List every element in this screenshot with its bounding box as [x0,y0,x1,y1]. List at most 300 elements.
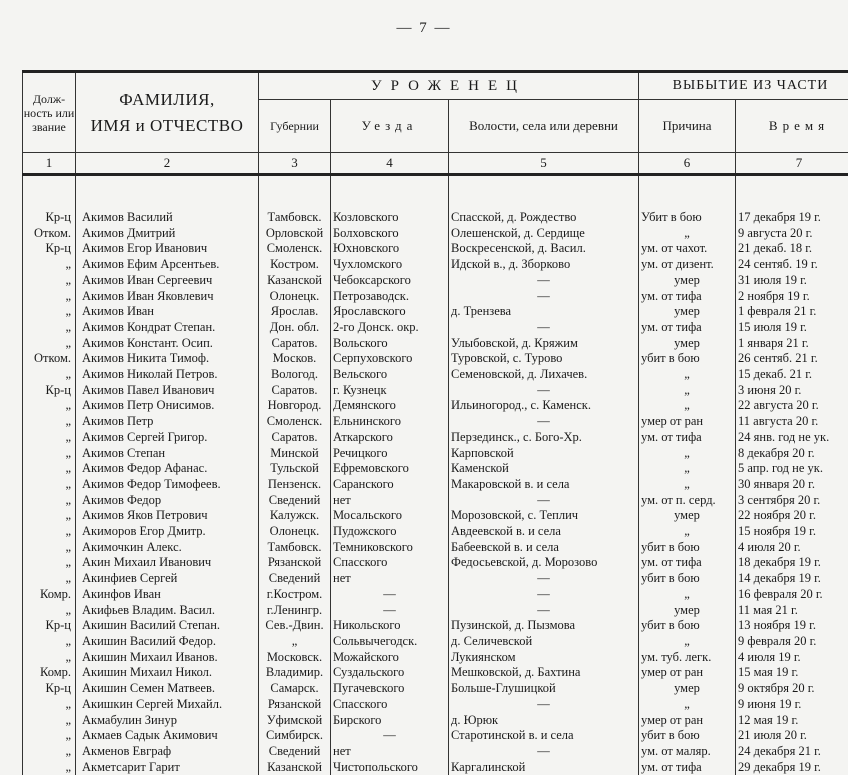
table-body [23,175,848,775]
rank-cell: „ [23,289,76,305]
date-cell: 24 сентяб. 19 г. [736,257,848,273]
province-cell: Пензенск. [259,477,331,493]
province-cell: Тамбовск. [259,540,331,556]
header-province: Губернии [259,100,331,153]
province-cell: Смоленск. [259,414,331,430]
province-cell: Олонецк. [259,524,331,540]
date-cell: 16 февраля 20 г. [736,587,848,603]
header-rank: Долж-ность или звание [23,72,76,153]
village-cell: Федосьевской, д. Морозово [449,555,639,571]
district-cell: Юхновского [331,241,449,257]
province-cell: Калужск. [259,508,331,524]
column-number: 3 [259,153,331,175]
name-cell: Акметсарит Гарит [76,760,259,775]
village-cell: — [449,571,639,587]
district-cell: Ефремовского [331,461,449,477]
cause-cell: ум. от п. серд. [639,493,736,509]
name-cell: Акишин Василий Степан. [76,618,259,634]
table-row [23,210,848,226]
province-cell: г.Ленингр. [259,603,331,619]
district-cell: Чистопольского [331,760,449,775]
name-cell: Акимов Иван [76,304,259,320]
cause-cell: „ [639,634,736,650]
province-cell: Саратов. [259,383,331,399]
village-cell: Каргалинской [449,760,639,775]
village-cell: Перзединск., с. Бого-Хр. [449,430,639,446]
name-cell: Акмаев Садык Акимович [76,728,259,744]
district-cell: Серпуховского [331,351,449,367]
name-cell: Акменов Евграф [76,744,259,760]
date-cell: 15 июля 19 г. [736,320,848,336]
cause-cell: Убит в бою [639,210,736,226]
name-cell: Акимочкин Алекс. [76,540,259,556]
district-cell: Сольвычегодск. [331,634,449,650]
village-cell: Улыбовской, д. Кряжим [449,336,639,352]
cause-cell: умер от ран [639,713,736,729]
table-row [23,461,848,477]
rank-cell: „ [23,697,76,713]
cause-cell: ум. от тифа [639,760,736,775]
village-cell: Авдеевской в. и села [449,524,639,540]
district-cell: Саранского [331,477,449,493]
rank-cell: Кр-ц [23,681,76,697]
cause-cell: умер [639,273,736,289]
name-cell: Акимов Сергей Григор. [76,430,259,446]
village-cell: — [449,320,639,336]
table-row [23,587,848,603]
district-cell: Можайского [331,650,449,666]
cause-cell: умер [639,603,736,619]
province-cell: Костром. [259,257,331,273]
cause-cell: умер от ран [639,665,736,681]
date-cell: 1 февраля 21 г. [736,304,848,320]
village-cell: Бабеевской в. и села [449,540,639,556]
rank-cell: „ [23,336,76,352]
date-cell: 4 июля 20 г. [736,540,848,556]
district-cell: Темниковского [331,540,449,556]
date-cell: 9 июня 19 г. [736,697,848,713]
date-cell: 31 июля 19 г. [736,273,848,289]
name-cell: Акиморов Егор Дмитр. [76,524,259,540]
cause-cell: умер [639,304,736,320]
province-cell: г.Костром. [259,587,331,603]
date-cell: 9 октября 20 г. [736,681,848,697]
province-cell: Саратов. [259,336,331,352]
district-cell: Мосальского [331,508,449,524]
date-cell: 26 сентяб. 21 г. [736,351,848,367]
cause-cell: „ [639,587,736,603]
name-cell: Акинфов Иван [76,587,259,603]
name-cell: Акимов Федор Тимофеев. [76,477,259,493]
table-row [23,555,848,571]
province-cell: Ярослав. [259,304,331,320]
column-number: 6 [639,153,736,175]
rank-cell: „ [23,320,76,336]
district-cell: Чебоксарского [331,273,449,289]
province-cell: Уфимской [259,713,331,729]
province-cell: Тульской [259,461,331,477]
date-cell: 4 июля 19 г. [736,650,848,666]
name-cell: Акимов Яков Петрович [76,508,259,524]
cause-cell: ум. от дизент. [639,257,736,273]
cause-cell: ум. от тифа [639,430,736,446]
cause-cell: „ [639,226,736,242]
name-cell: Акин Михаил Иванович [76,555,259,571]
name-cell: Акимов Петр Онисимов. [76,398,259,414]
rank-cell: „ [23,493,76,509]
cause-cell: „ [639,461,736,477]
table-row [23,398,848,414]
province-cell: Вологод. [259,367,331,383]
rank-cell: „ [23,555,76,571]
name-cell: Акимов Степан [76,446,259,462]
rank-cell: „ [23,398,76,414]
province-cell: Сведений [259,493,331,509]
cause-cell: ум. от тифа [639,289,736,305]
rank-cell: Комр. [23,587,76,603]
name-cell: Акимов Павел Иванович [76,383,259,399]
village-cell: д. Селичевской [449,634,639,650]
column-number: 5 [449,153,639,175]
rank-cell: Кр-ц [23,210,76,226]
village-cell: Морозовской, с. Теплич [449,508,639,524]
date-cell: 11 мая 21 г. [736,603,848,619]
table-row [23,744,848,760]
table-row [23,273,848,289]
cause-cell: умер [639,336,736,352]
name-cell: Акимов Егор Иванович [76,241,259,257]
name-cell: Акимов Дмитрий [76,226,259,242]
name-cell: Акимов Ефим Арсентьев. [76,257,259,273]
table-row [23,226,848,242]
district-cell: Никольского [331,618,449,634]
rank-cell: „ [23,728,76,744]
date-cell: 24 декабря 21 г. [736,744,848,760]
date-cell: 9 февраля 20 г. [736,634,848,650]
date-cell: 17 декабря 19 г. [736,210,848,226]
province-cell: Владимир. [259,665,331,681]
table-row [23,524,848,540]
header-surname: ФАМИЛИЯ, [76,87,258,113]
rank-cell: Отком. [23,351,76,367]
district-cell: Спасского [331,697,449,713]
name-cell: Акишин Михаил Никол. [76,665,259,681]
village-cell: д. Трензева [449,304,639,320]
date-cell: 14 декабря 19 г. [736,571,848,587]
rank-cell: „ [23,257,76,273]
table-row [23,304,848,320]
cause-cell: ум. от тифа [639,320,736,336]
name-cell: Акишин Михаил Иванов. [76,650,259,666]
rank-cell: „ [23,273,76,289]
name-cell: Акимов Николай Петров. [76,367,259,383]
province-cell: Орловской [259,226,331,242]
table-row [23,634,848,650]
name-cell: Акимов Никита Тимоф. [76,351,259,367]
district-cell: Спасского [331,555,449,571]
rank-cell: „ [23,414,76,430]
table-row [23,289,848,305]
table-row [23,508,848,524]
cause-cell: „ [639,383,736,399]
district-cell: Болховского [331,226,449,242]
cause-cell: „ [639,524,736,540]
village-cell: — [449,493,639,509]
cause-cell: умер [639,508,736,524]
name-cell: Акинфиев Сергей [76,571,259,587]
column-number: 1 [23,153,76,175]
table-row [23,571,848,587]
table-row [23,665,848,681]
name-cell: Акимов Федор [76,493,259,509]
district-cell: — [331,603,449,619]
province-cell: Симбирск. [259,728,331,744]
rank-cell: „ [23,603,76,619]
village-cell: — [449,414,639,430]
rank-cell: „ [23,461,76,477]
table-row [23,540,848,556]
column-number: 4 [331,153,449,175]
district-cell: Ельнинского [331,414,449,430]
village-cell: Больше-Глушицкой [449,681,639,697]
village-cell: Семеновской, д. Лихачев. [449,367,639,383]
date-cell: 24 янв. год не ук. [736,430,848,446]
name-cell: Акишин Семен Матвеев. [76,681,259,697]
district-cell: Пугачевского [331,681,449,697]
table-row [23,650,848,666]
cause-cell: „ [639,446,736,462]
header-cause: Причина [639,100,736,153]
table-row [23,336,848,352]
date-cell: 29 декабря 19 г. [736,760,848,775]
rank-cell: „ [23,304,76,320]
date-cell: 12 мая 19 г. [736,713,848,729]
district-cell: Бирского [331,713,449,729]
casualty-table-container [22,70,848,775]
village-cell: Туровской, с. Турово [449,351,639,367]
village-cell: — [449,273,639,289]
cause-cell: убит в бою [639,351,736,367]
cause-cell: ум. от маляр. [639,744,736,760]
province-cell: Минской [259,446,331,462]
district-cell: г. Кузнецк [331,383,449,399]
header-fullname [76,72,259,153]
rank-cell: Кр-ц [23,241,76,257]
province-cell: Дон. обл. [259,320,331,336]
header-district: Уезда [331,100,449,153]
cause-cell: „ [639,697,736,713]
rank-cell: Кр-ц [23,383,76,399]
table-row [23,257,848,273]
name-cell: Акимов Констант. Осип. [76,336,259,352]
district-cell: Пудожского [331,524,449,540]
rank-cell: „ [23,430,76,446]
date-cell: 21 июля 20 г. [736,728,848,744]
village-cell: Каменской [449,461,639,477]
rank-cell: „ [23,760,76,775]
province-cell: Саратов. [259,430,331,446]
rank-cell: „ [23,713,76,729]
province-cell: Сведений [259,571,331,587]
table-row [23,603,848,619]
cause-cell: „ [639,477,736,493]
rank-cell: „ [23,540,76,556]
date-cell: 8 декабря 20 г. [736,446,848,462]
rank-cell: „ [23,634,76,650]
name-cell: Акишин Василий Федор. [76,634,259,650]
rank-cell: „ [23,571,76,587]
village-cell: Воскресенской, д. Васил. [449,241,639,257]
table-row [23,493,848,509]
date-cell: 15 мая 19 г. [736,665,848,681]
village-cell: Олешенской, д. Сердище [449,226,639,242]
date-cell: 11 августа 20 г. [736,414,848,430]
date-cell: 1 января 21 г. [736,336,848,352]
table-row [23,681,848,697]
province-cell: Олонецк. [259,289,331,305]
cause-cell: убит в бою [639,728,736,744]
village-cell: — [449,383,639,399]
village-cell: Макаровской в. и села [449,477,639,493]
date-cell: 15 ноября 19 г. [736,524,848,540]
name-cell: Акмабулин Зинур [76,713,259,729]
cause-cell: „ [639,367,736,383]
village-cell: д. Юрюк [449,713,639,729]
rank-cell: „ [23,650,76,666]
table-row [23,320,848,336]
name-cell: Акимов Петр [76,414,259,430]
date-cell: 22 августа 20 г. [736,398,848,414]
rank-cell: Комр. [23,665,76,681]
province-cell: Сведений [259,744,331,760]
village-cell: Мешковской, д. Бахтина [449,665,639,681]
header-origin-group: УРОЖЕНЕЦ [259,72,639,100]
village-cell: Пузинской, д. Пызмова [449,618,639,634]
date-cell: 2 ноября 19 г. [736,289,848,305]
district-cell: нет [331,744,449,760]
rank-cell: „ [23,477,76,493]
table-row [23,367,848,383]
date-cell: 21 декаб. 18 г. [736,241,848,257]
table-row [23,351,848,367]
province-cell: Москов. [259,351,331,367]
table-row [23,241,848,257]
rank-cell: „ [23,446,76,462]
header-time: Время [736,100,848,153]
date-cell: 5 апр. год не ук. [736,461,848,477]
name-cell: Акимов Иван Сергеевич [76,273,259,289]
district-cell: — [331,587,449,603]
province-cell: Казанской [259,760,331,775]
date-cell: 30 января 20 г. [736,477,848,493]
district-cell: Ярославского [331,304,449,320]
province-cell: Сев.-Двин. [259,618,331,634]
rank-cell: „ [23,367,76,383]
name-cell: Акишкин Сергей Михайл. [76,697,259,713]
table-row [23,383,848,399]
village-cell: Карповской [449,446,639,462]
province-cell: Рязанской [259,555,331,571]
header-village: Волости, села или деревни [449,100,639,153]
village-cell: Старотинской в. и села [449,728,639,744]
province-cell: Казанской [259,273,331,289]
cause-cell: умер от ран [639,414,736,430]
column-number: 2 [76,153,259,175]
district-cell: Демянского [331,398,449,414]
name-cell: Акимов Василий [76,210,259,226]
table-row [23,618,848,634]
table-row [23,446,848,462]
table-row [23,477,848,493]
casualty-table [22,70,848,775]
name-cell: Акимов Кондрат Степан. [76,320,259,336]
village-cell: Лукиянском [449,650,639,666]
district-cell: Козловского [331,210,449,226]
cause-cell: умер [639,681,736,697]
village-cell: Ильиногород., с. Каменск. [449,398,639,414]
table-row [23,713,848,729]
district-cell: Петрозаводск. [331,289,449,305]
province-cell: Новгород. [259,398,331,414]
table-row [23,728,848,744]
district-cell: Вольского [331,336,449,352]
date-cell: 13 ноября 19 г. [736,618,848,634]
rank-cell: „ [23,508,76,524]
province-cell: „ [259,634,331,650]
district-cell: нет [331,571,449,587]
cause-cell: убит в бою [639,571,736,587]
date-cell: 3 сентября 20 г. [736,493,848,509]
column-number: 7 [736,153,848,175]
date-cell: 18 декабря 19 г. [736,555,848,571]
table-row [23,414,848,430]
district-cell: Вельского [331,367,449,383]
header-name-patronymic: ИМЯ и ОТЧЕСТВО [76,113,258,139]
cause-cell: ум. от чахот. [639,241,736,257]
cause-cell: убит в бою [639,540,736,556]
district-cell: — [331,728,449,744]
district-cell: Чухломского [331,257,449,273]
name-cell: Акимов Федор Афанас. [76,461,259,477]
header-departure-group: ВЫБЫТИЕ ИЗ ЧАСТИ [639,72,848,100]
cause-cell: ум. туб. легк. [639,650,736,666]
village-cell: — [449,289,639,305]
province-cell: Рязанской [259,697,331,713]
village-cell: — [449,603,639,619]
cause-cell: убит в бою [639,618,736,634]
village-cell: — [449,697,639,713]
district-cell: 2-го Донск. окр. [331,320,449,336]
district-cell: нет [331,493,449,509]
date-cell: 15 декаб. 21 г. [736,367,848,383]
province-cell: Тамбовск. [259,210,331,226]
rank-cell: „ [23,524,76,540]
date-cell: 22 ноября 20 г. [736,508,848,524]
rank-cell: Отком. [23,226,76,242]
village-cell: Идской в., д. Зборково [449,257,639,273]
province-cell: Московск. [259,650,331,666]
cause-cell: „ [639,398,736,414]
table-row [23,430,848,446]
district-cell: Речицкого [331,446,449,462]
rank-cell: Кр-ц [23,618,76,634]
district-cell: Суздальского [331,665,449,681]
district-cell: Аткарского [331,430,449,446]
table-row [23,697,848,713]
province-cell: Самарск. [259,681,331,697]
date-cell: 3 июня 20 г. [736,383,848,399]
village-cell: — [449,587,639,603]
